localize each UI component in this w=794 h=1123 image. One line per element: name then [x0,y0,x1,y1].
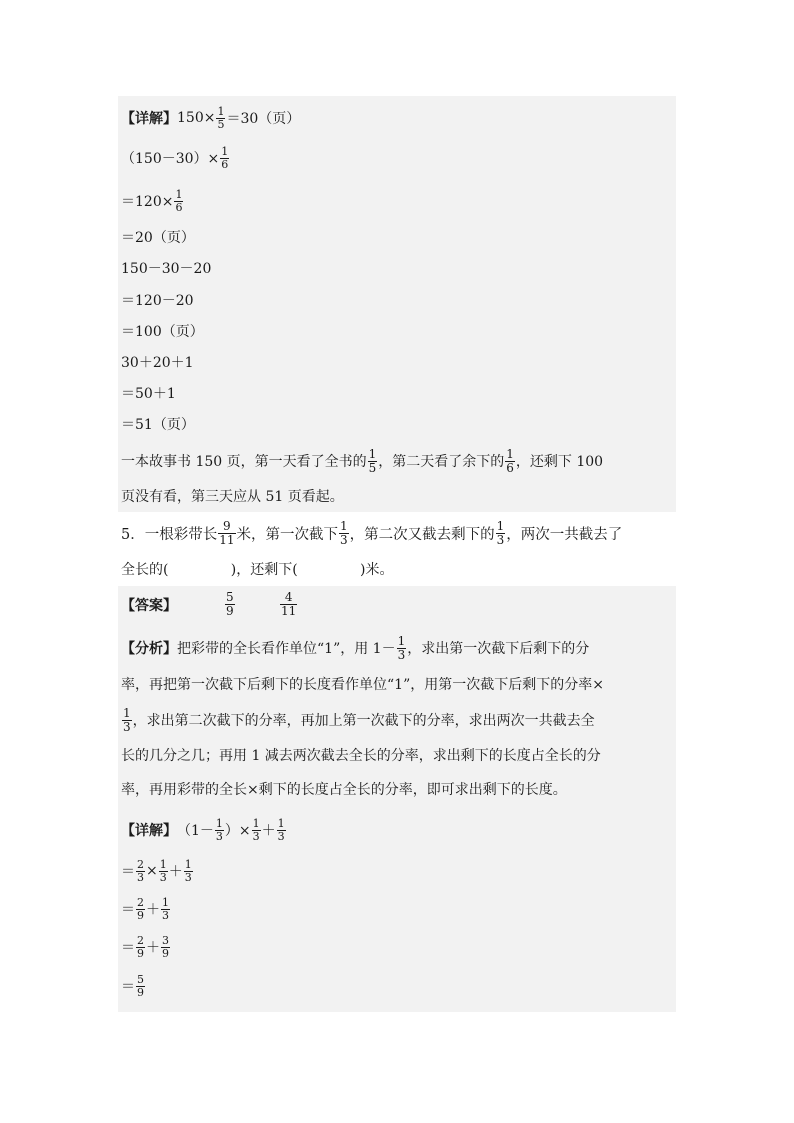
fraction: $\frac{9}{11}$ [219,518,235,547]
detail-q5-line-4: ＝ $\frac{2}{9}$ ＋ $\frac{3}{9}$ [121,933,169,960]
fraction: $\frac{1}{3}$ [215,816,223,843]
analysis-line-5: 率，再用彩带的全长×剩下的长度占全长的分率，即可求出剩下的长度。 [121,782,567,798]
fraction: $\frac{1}{3}$ [184,857,192,884]
fraction: $\frac{1}{3}$ [123,705,131,734]
fraction: $\frac{1}{6}$ [506,446,514,475]
analysis-line-4: 长的几分之几；再用 1 减去两次截去全长的分率，求出剩下的长度占全长的分 [121,748,601,764]
analysis-line-2: 率，再把第一次截下后剩下的长度看作单位“1”，用第一次截下后剩下的分率× [121,677,604,693]
question-5-line-1: 5．一根彩带长 $\frac{9}{11}$ 米，第一次截下 $\frac{1}{3}$ ，第二次又截去剩下的 $\frac{1}{3}$ ，两次一共截去了 [121,518,623,547]
detail-line-9: ＝50＋1 [121,386,176,402]
detail-line-10: ＝51（页） [121,417,195,433]
fraction: $\frac{1}{3}$ [159,857,167,884]
fraction: $\frac{1}{6}$ [221,144,229,171]
detail-q5-line-1: 【详解】 （1－ $\frac{1}{3}$ ）× $\frac{1}{3}$ ＋ $\frac{1}{3}$ [121,816,285,843]
analysis-line-1: 【分析】 把彩带的全长看作单位“1”，用 1－ $\frac{1}{3}$ ，求出第一次截下后剩下的分 [121,633,590,662]
fraction: $\frac{5}{9}$ [137,972,144,999]
answer-1-fraction: $\frac{5}{9}$ [226,590,234,618]
fraction: $\frac{3}{9}$ [162,933,169,960]
detail-q5-line-5: ＝ $\frac{5}{9}$ [121,972,144,999]
answer-label: 【答案】 [121,598,177,614]
fraction: $\frac{1}{3}$ [162,895,169,922]
conclusion-line-1: 一本故事书 150 页，第一天看了全书的 $\frac{1}{5}$ ，第二天看了余下的 $\frac{1}{6}$ ，还剩下 100 [121,446,604,475]
analysis-line-3: $\frac{1}{3}$ ，求出第二次截下的分率，再加上第一次截下的分率，求出两次一共截去全 [123,705,595,734]
detail-q5-line-2: ＝ $\frac{2}{3}$ × $\frac{1}{3}$ ＋ $\frac{1}{3}$ [121,857,192,884]
detail-line-4: ＝20（页） [121,230,195,246]
fraction: $\frac{1}{3}$ [340,518,348,547]
answer-line [121,593,177,617]
fraction: $\frac{2}{9}$ [137,895,144,922]
fraction: $\frac{1}{3}$ [252,816,260,843]
detail-label: 【详解】 [121,111,177,127]
detail-line-2: （150－30）× $\frac{1}{6}$ [121,144,229,171]
fraction: $\frac{2}{9}$ [137,933,144,960]
fraction: $\frac{1}{5}$ [217,104,225,131]
detail-q5-line-3: ＝ $\frac{2}{9}$ ＋ $\frac{1}{3}$ [121,895,169,922]
detail-line-7: ＝100（页） [121,324,204,340]
fraction: $\frac{1}{3}$ [277,816,285,843]
detail-label: 【详解】 [121,823,177,839]
fraction: $\frac{1}{3}$ [496,518,505,547]
detail-line-3: ＝120× $\frac{1}{6}$ [121,187,183,214]
detail-line-5: 150－30－20 [121,261,212,277]
detail-line-1: 【详解】 150× $\frac{1}{5}$ ＝30（页） [121,104,301,131]
fraction: $\frac{2}{3}$ [137,857,144,884]
answer-2-fraction: $\frac{4}{11}$ [281,590,297,618]
fraction: $\frac{1}{5}$ [368,446,377,475]
question-5-line-2: 全长的( )，还剩下( )米。 [121,562,394,578]
detail-line-6: ＝120－20 [121,293,194,309]
fraction: $\frac{1}{3}$ [397,633,406,662]
detail-line-8: 30＋20＋1 [121,355,194,371]
analysis-label: 【分析】 [121,641,177,657]
fraction: $\frac{1}{6}$ [175,187,183,214]
conclusion-line-2: 页没有看，第三天应从 51 页看起。 [121,489,344,505]
